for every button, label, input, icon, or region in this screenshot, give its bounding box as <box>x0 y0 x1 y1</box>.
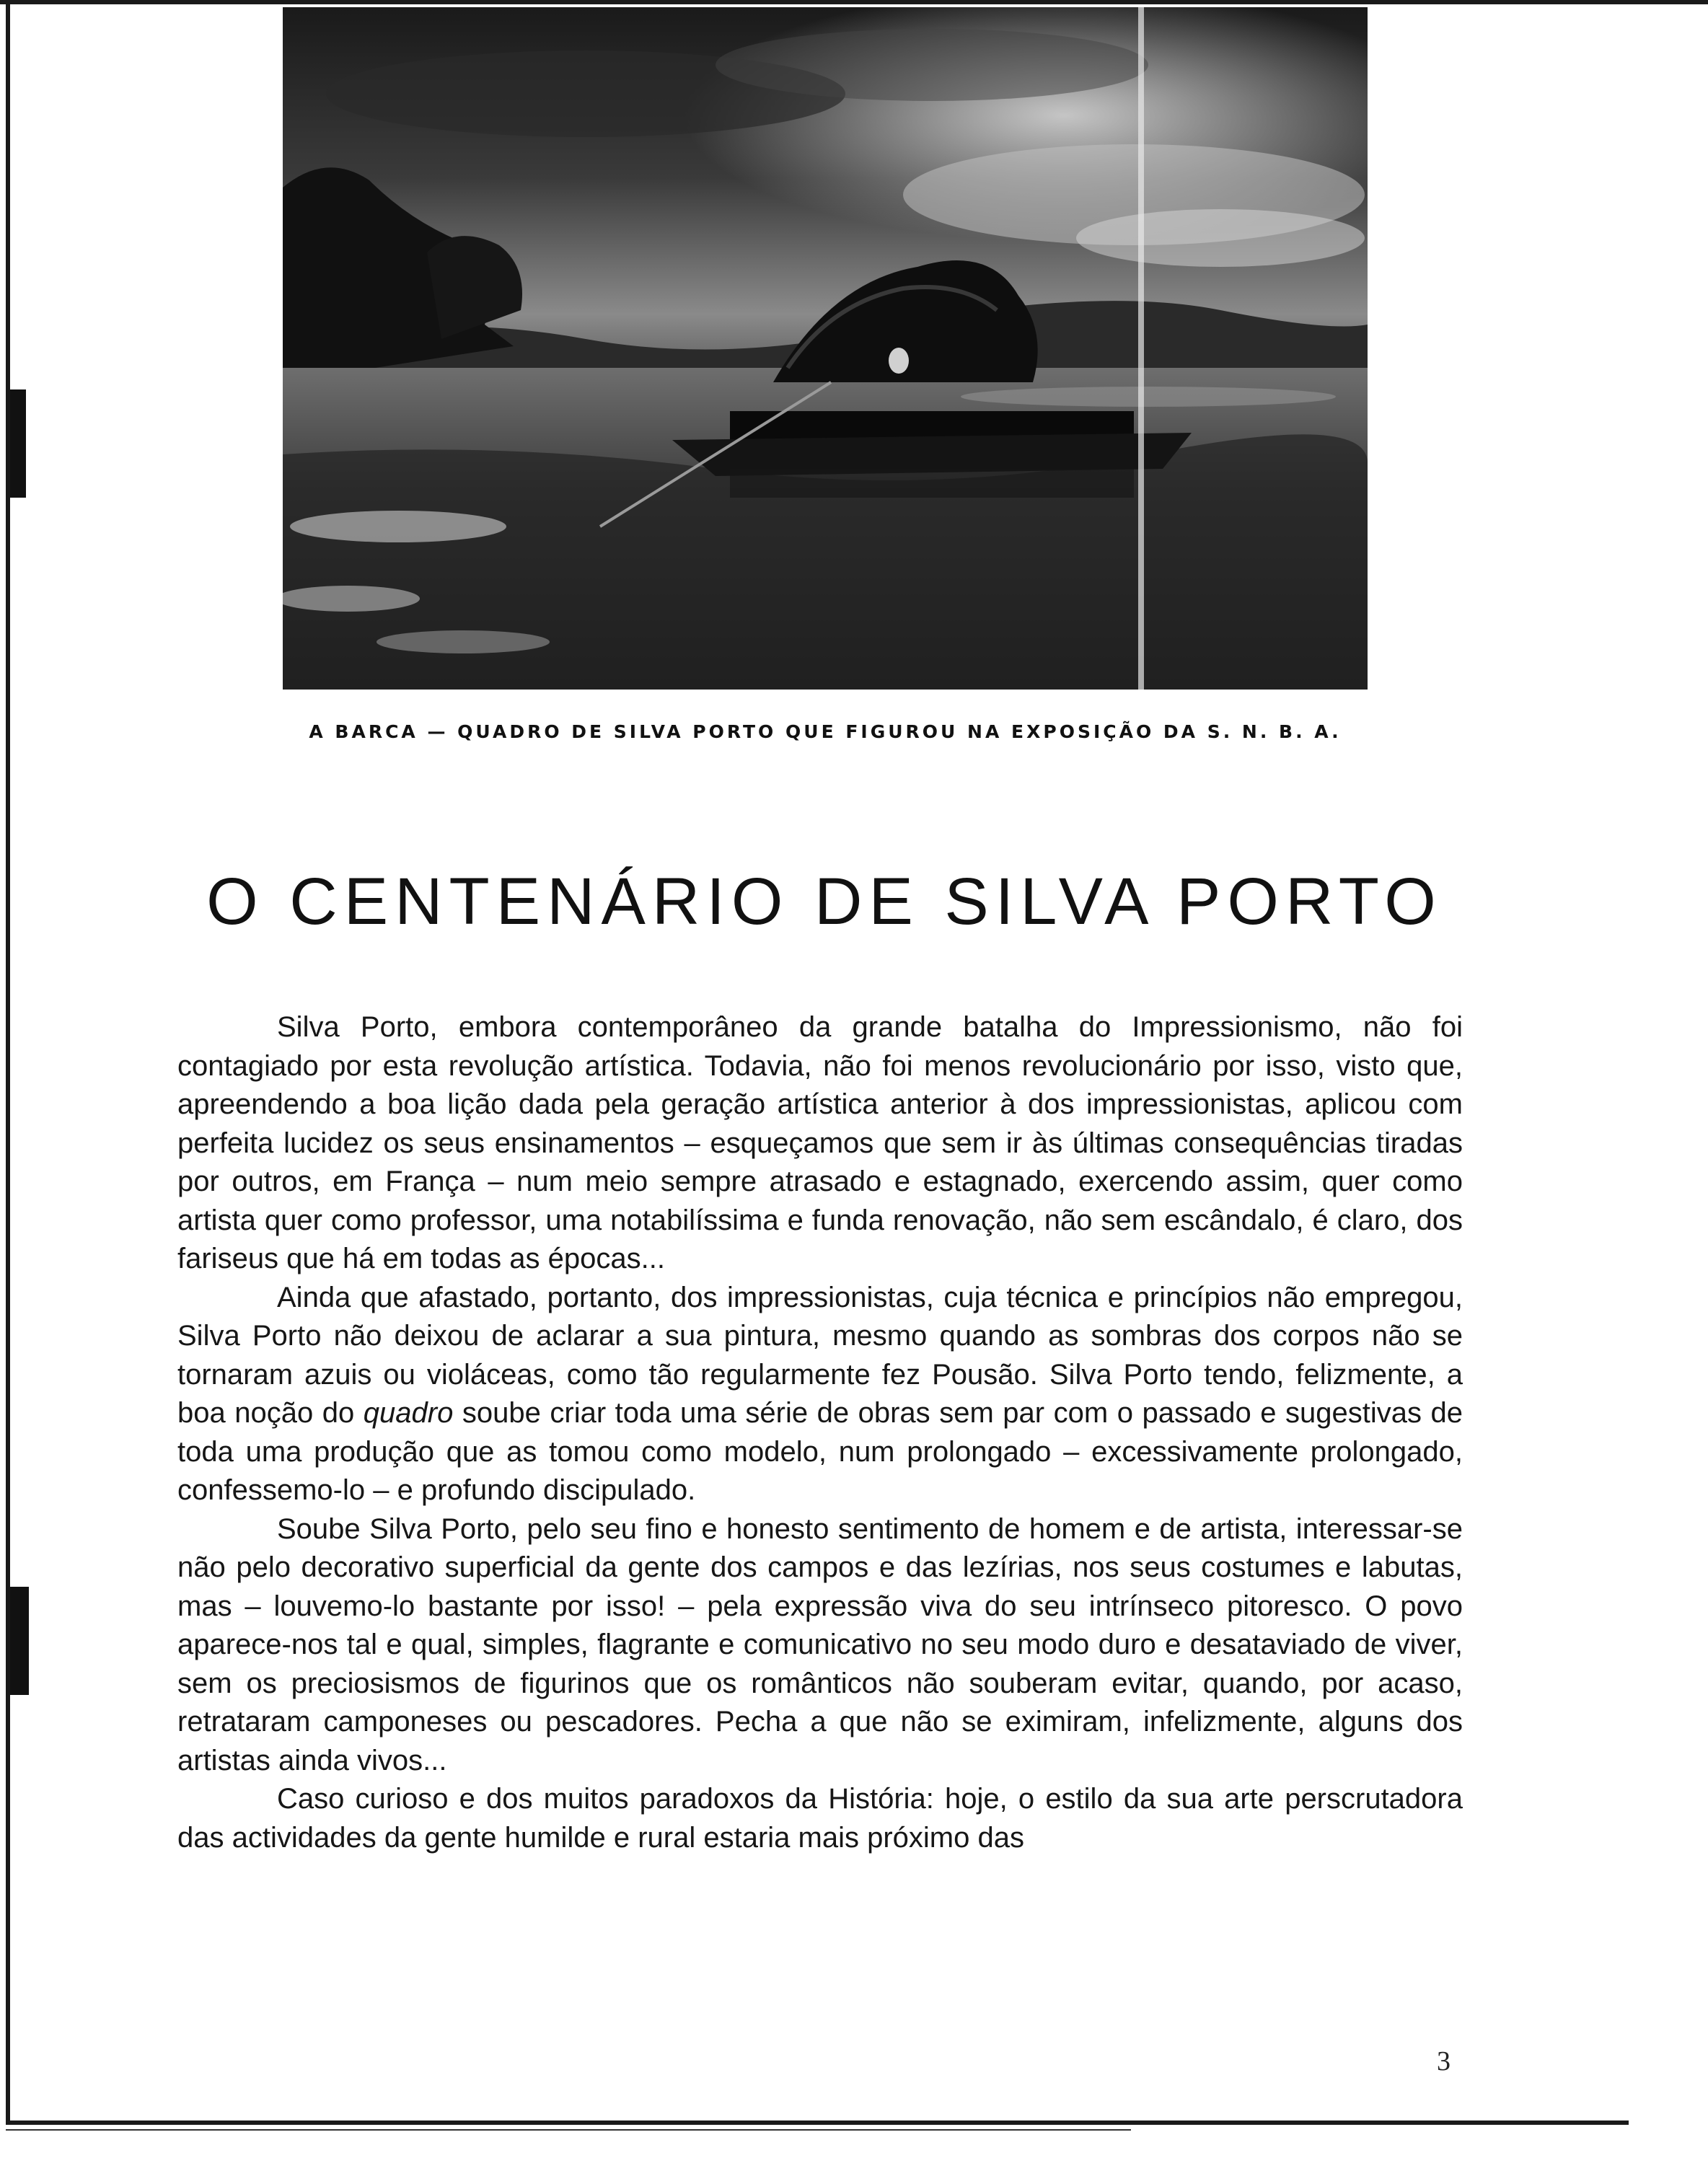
emphasized-word: quadro <box>363 1397 454 1429</box>
paragraph <box>177 1008 1463 1279</box>
page-frame-top <box>0 0 1708 4</box>
page-number: 3 <box>1437 2046 1451 2076</box>
article-body <box>177 1008 1463 1857</box>
paragraph-text: Silva Porto, embora contemporâneo da grande batalha do Impressionismo, não foi contagiado por esta revolução artística. Todavia, não foi menos revolucionário por isso, visto que, apreendendo a boa lição dada pela geração artística anterior à dos impressionistas, aplicou com perfeita lucidez os seus ensinamentos – esqueçamos que sem ir às últimas consequências tiradas por outros, em França – num meio sempre atrasado e estagnado, exercendo assim, quer como artista quer como professor, uma notabilíssima e funda renovação, não sem escândalo, é claro, dos fariseus que há em todas as épocas... <box>177 1011 1463 1274</box>
paragraph <box>177 1780 1463 1857</box>
paragraph-text: Ainda que afastado, portanto, dos impressionistas, cuja técnica e princípios não empregou, Silva Porto não deixou de aclarar a sua pintura, mesmo quando as sombras dos corpos não se tornaram azuis ou violáceas, como tão regularmente fez Pousão. Silva Porto tendo, felizmente, a boa noção do <box>177 1281 1463 1429</box>
paragraph-text: soube criar toda uma série de obras sem par com o passado e sugestivas de toda uma produção que as tomou como modelo, num prolongado – excessivamente prolongado, confessemo-lo – e profundo discipulado. <box>177 1397 1463 1506</box>
article-title: O CENTENÁRIO DE SILVA PORTO <box>206 865 1443 938</box>
paragraph-text: Soube Silva Porto, pelo seu fino e honesto sentimento de homem e de artista, interessar-se não pelo decorativo superficial da gente dos campos e das lezírias, nos seus costumes e labutas, mas – louvemo-lo bastante por isso! – pela expressão viva do seu intrínseco pitoresco. O povo aparece-nos tal e qual, simples, flagrante e comunicativo no seu modo duro e desataviado de viver, sem os preciosismos de figurinos que os românticos não souberam evitar, quando, por acaso, retrataram camponeses ou pescadores. Pecha a que não se eximiram, infelizmente, alguns dos artistas ainda vivos... <box>177 1512 1463 1776</box>
page-frame-bottom-rule <box>6 2129 1131 2131</box>
painting-photograph <box>283 7 1368 690</box>
paragraph <box>177 1279 1463 1510</box>
paragraph <box>177 1510 1463 1781</box>
scan-edge-mark <box>10 1587 29 1695</box>
photo-caption: A BARCA — QUADRO DE SILVA PORTO QUE FIGUROU NA EXPOSIÇÃO DA S. N. B. A. <box>309 721 1342 742</box>
paragraph-text: Caso curioso e dos muitos paradoxos da História: hoje, o estilo da sua arte perscrutadora das actividades da gente humilde e rural estaria mais próximo das <box>177 1783 1463 1854</box>
scan-edge-mark <box>10 389 26 498</box>
page-frame-left <box>6 0 10 2124</box>
page-frame-bottom <box>6 2120 1629 2125</box>
